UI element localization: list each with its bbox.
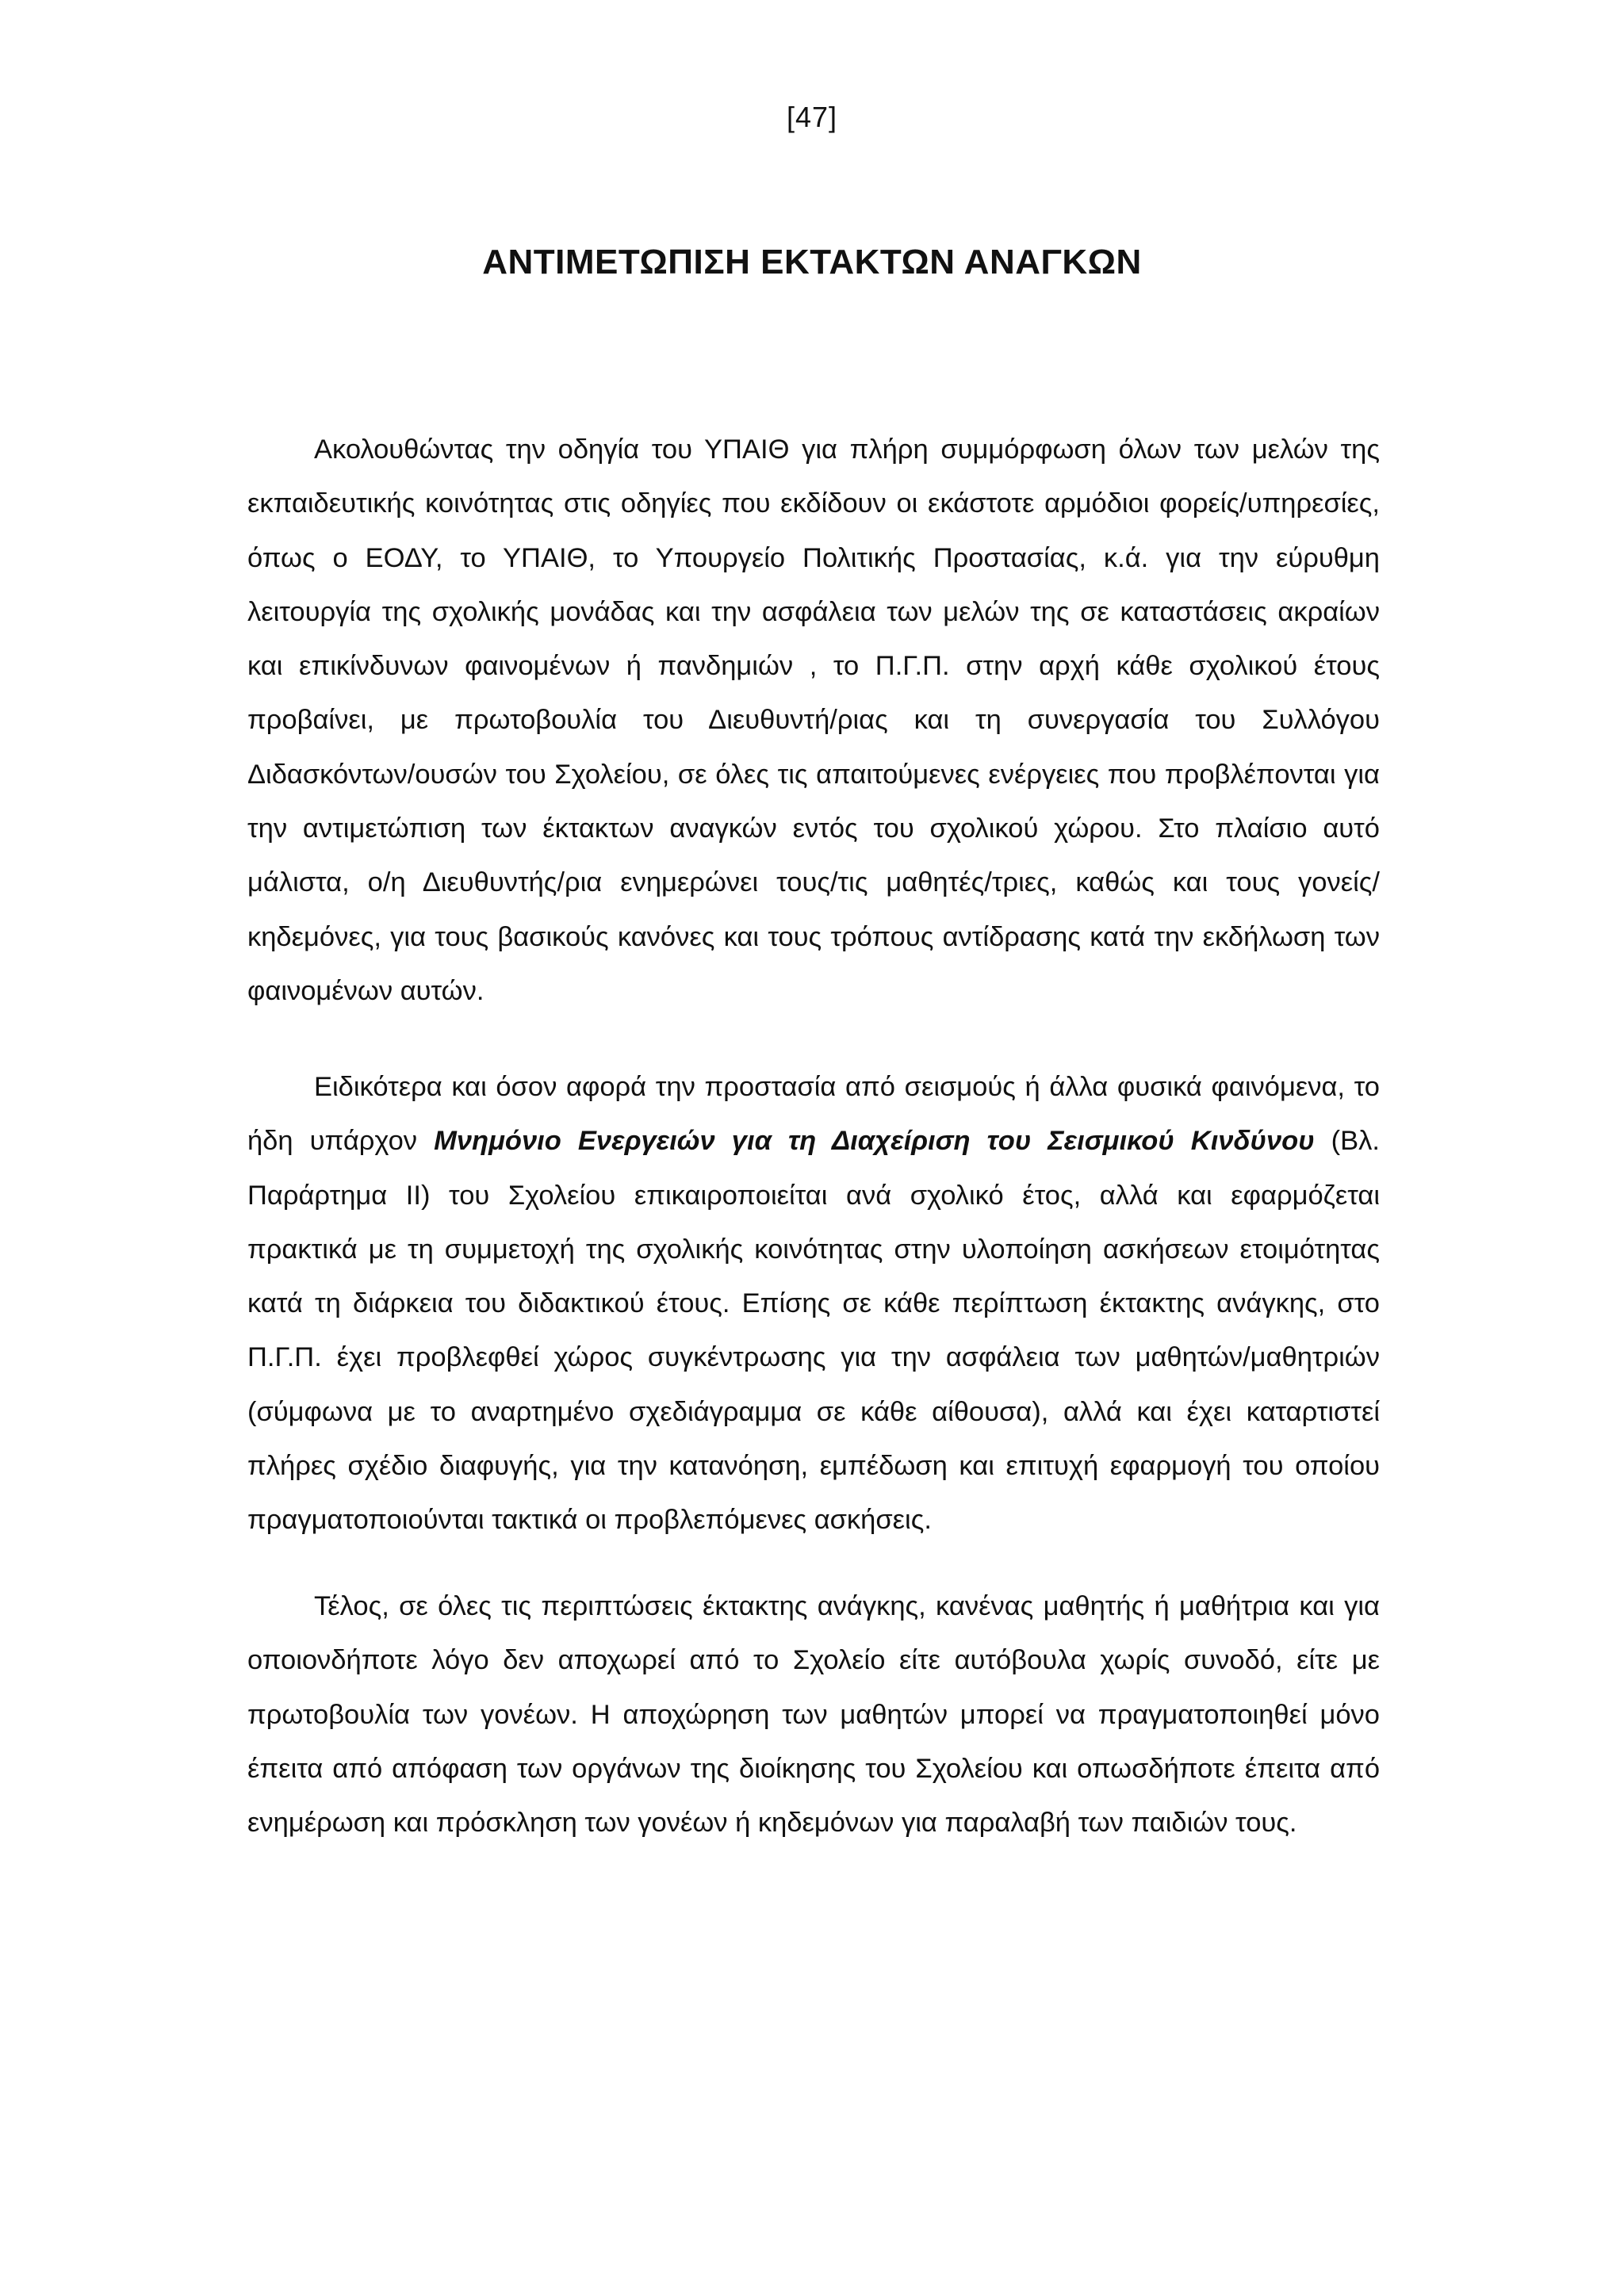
paragraph-2 — [247, 1060, 1380, 1548]
paragraph-3-text: Τέλος, σε όλες τις περιπτώσεις έκτακτης ανάγκης, κανένας μαθητής ή μαθήτρια και για οποιονδήποτε λόγο δεν αποχωρεί από το Σχολείο είτε αυτόβουλα χωρίς συνοδό, είτε με πρωτοβουλία των γονέων. Η αποχώρηση των μαθητών μπορεί να πραγματοποιηθεί μόνο έπειτα από απόφαση των οργάνων της διοίκησης του Σχολείου και οπωσδήποτε έπειτα από ενημέρωση και πρόσκληση των γονέων ή κηδεμόνων για παραλαβή των παιδιών τους. — [247, 1591, 1380, 1839]
page-number: [47] — [786, 101, 838, 133]
paragraph-3 — [247, 1579, 1380, 1850]
paragraph-2-text — [247, 1060, 1380, 1548]
paragraph-2-rest: (Βλ. Παράρτημα ΙΙ) του Σχολείου επικαιροποιείται ανά σχολικό έτος, αλλά και εφαρμόζεται πρακτικά με τη συμμετοχή της σχολικής κοινότητας στην υλοποίηση ασκήσεων ετοιμότητας κατά τη διάρκεια του διδακτικού έτους. Επίσης σε κάθε περίπτωση έκτακτης ανάγκης, στο Π.Γ.Π. έχει προβλεφθεί χώρος συγκέντρωσης για την ασφάλεια των μαθητών/μαθητριών (σύμφωνα με το αναρτημένο σχεδιάγραμμα σε κάθε αίθουσα), αλλά και έχει καταρτιστεί πλήρες σχέδιο διαφυγής, για την κατανόηση, εμπέδωση και επιτυχή εφαρμογή του οποίου πραγματοποιούνται τακτικά οι προβλεπόμενες ασκήσεις. — [247, 1126, 1381, 1536]
paragraph-2-intro: Ειδικότερα και όσον αφορά την προστασία από σεισμούς ή άλλα φυσικά φαινόμενα, το ήδη υπάρχον — [247, 1072, 1380, 1157]
earthquake-plan-title: Μνημόνιο Ενεργειών για τη Διαχείριση του Σεισμικού Κινδύνου — [434, 1126, 1315, 1157]
paragraph-1 — [247, 423, 1380, 1018]
paragraph-1-text: Ακολουθώντας την οδηγία του ΥΠΑΙΘ για πλήρη συμμόρφωση όλων των μελών της εκπαιδευτικής κοινότητας στις οδηγίες που εκδίδουν οι εκάστοτε αρμόδιοι φορείς/υπηρεσίες, όπως ο ΕΟΔΥ, το ΥΠΑΙΘ, το Υπουργείο Πολιτικής Προστασίας, κ.ά. για την εύρυθμη λειτουργία της σχολικής μονάδας και την ασφάλεια των μελών της σε καταστάσεις ακραίων και επικίνδυνων φαινομένων ή πανδημιών , το Π.Γ.Π. στην αρχή κάθε σχολικού έτους προβαίνει, με πρωτοβουλία του Διευθυντή/ριας και τη συνεργασία του Συλλόγου Διδασκόντων/ουσών του Σχολείου, σε όλες τις απαιτούμενες ενέργειες που προβλέπονται για την αντιμετώπιση των έκτακτων αναγκών εντός του σχολικού χώρου. Στο πλαίσιο αυτό μάλιστα, ο/η Διευθυντής/ρια ενημερώνει τους/τις μαθητές/τριες, καθώς και τους γονείς/κηδεμόνες, για τους βασικούς κανόνες και τους τρόπους αντίδρασης κατά την εκδήλωση των φαινομένων αυτών. — [247, 434, 1380, 1006]
page-title: ΑΝΤΙΜΕΤΩΠΙΣΗ ΕΚΤΑΚΤΩΝ ΑΝΑΓΚΩΝ — [482, 243, 1142, 281]
